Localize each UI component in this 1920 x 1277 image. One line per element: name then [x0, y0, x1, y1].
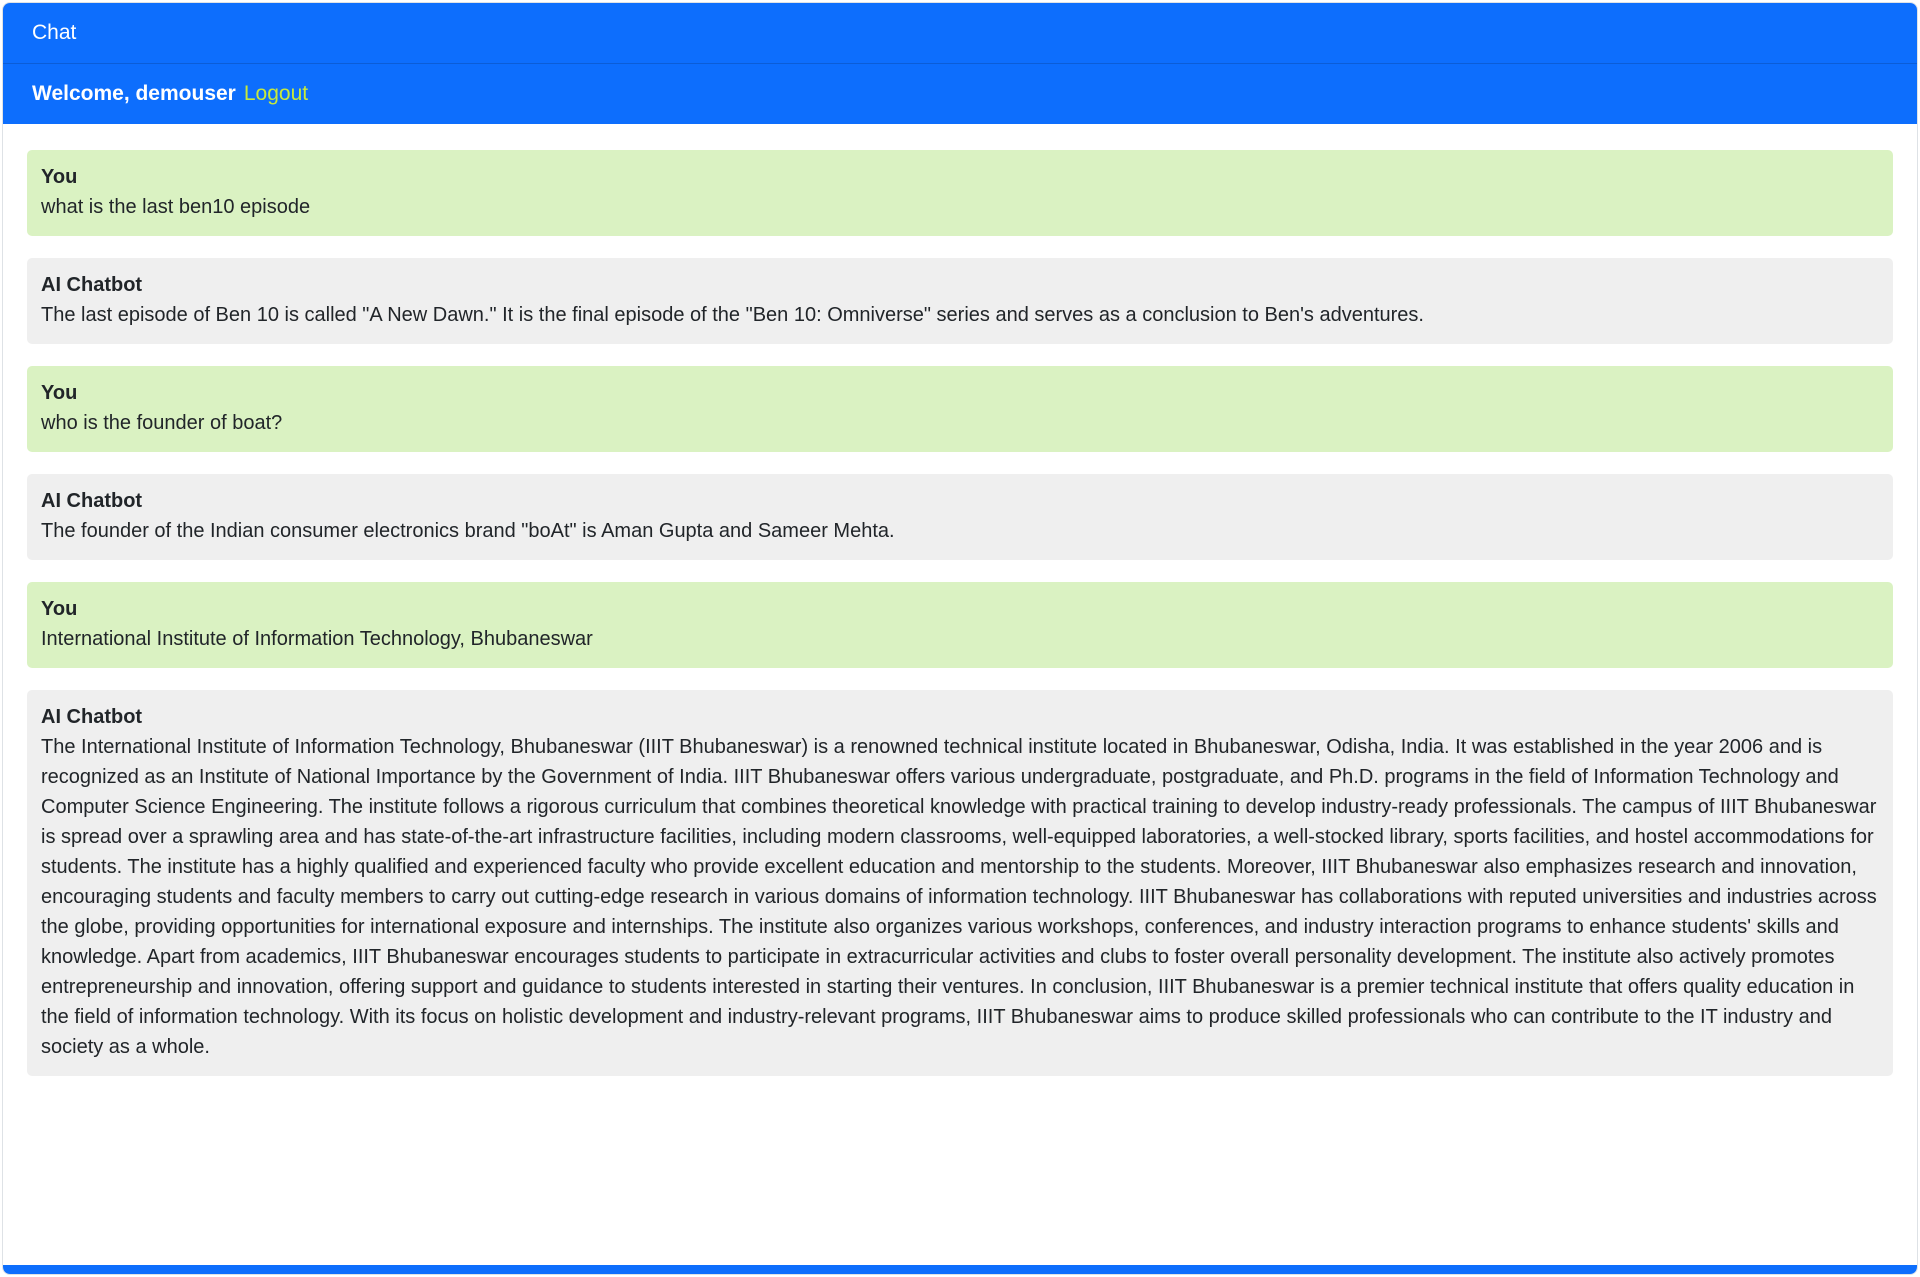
message-text: who is the founder of boat? — [41, 412, 283, 434]
message-bot — [27, 258, 1893, 344]
message-bot — [27, 474, 1893, 560]
message-list — [3, 124, 1917, 1076]
message-sender: AI Chatbot — [41, 274, 143, 296]
message-sender: You — [41, 598, 78, 620]
page-card — [2, 2, 1918, 1275]
logout-link[interactable]: Logout — [243, 82, 309, 105]
message-text: what is the last ben10 episode — [41, 196, 311, 218]
message-sender: AI Chatbot — [41, 490, 143, 512]
message-text: The founder of the Indian consumer electronics brand "boAt" is Aman Gupta and Sameer Mehta. — [41, 520, 895, 542]
message-sender: You — [41, 166, 78, 188]
message-sender: AI Chatbot — [41, 706, 143, 728]
message-text: The last episode of Ben 10 is called "A New Dawn." It is the final episode of the "Ben 10: Omniverse" series and serves as a conclusion to Ben's adventures. — [41, 304, 1424, 326]
navbar — [3, 3, 1917, 63]
welcome-text: Welcome, demouser — [32, 82, 236, 105]
message-text: International Institute of Information Technology, Bhubaneswar — [41, 628, 593, 650]
message-user — [27, 582, 1893, 668]
app-title: Chat — [32, 21, 77, 44]
message-user — [27, 366, 1893, 452]
message-sender: You — [41, 382, 78, 404]
welcome-bar — [3, 63, 1917, 124]
bottom-bar — [3, 1265, 1917, 1274]
message-user — [27, 150, 1893, 236]
message-bot — [27, 690, 1893, 1076]
message-text: The International Institute of Information Technology, Bhubaneswar (IIIT Bhubaneswar) is a renowned technical institute located in Bhubaneswar, Odisha, India. It was established in the year 2006 and is recognized as an Institute of National Importance by the Government of India. IIIT Bhubaneswar offers various undergraduate, postgraduate, and Ph.D. programs in the field of Information Technology and Computer Science Engineering. The institute follows a rigorous curriculum that combines theoretical knowledge with practical training to develop industry-ready professionals. The campus of IIIT Bhubaneswar is spread over a sprawling area and has state-of-the-art infrastructure facilities, including modern classrooms, well-equipped laboratories, a well-stocked library, sports facilities, and hostel accommodations for students. The institute has a highly qualified and experienced faculty who provide excellent education and mentorship to the students. Moreover, IIIT Bhubaneswar also emphasizes research and innovation, encouraging students and faculty members to carry out cutting-edge research in various domains of information technology. IIIT Bhubaneswar has collaborations with reputed universities and industries across the globe, providing opportunities for international exposure and internships. The institute also organizes various workshops, conferences, and industry interaction programs to enhance students' skills and knowledge. Apart from academics, IIIT Bhubaneswar encourages students to participate in extracurricular activities and clubs to foster overall personality development. The institute also actively promotes entrepreneurship and innovation, offering support and guidance to students interested in starting their ventures. In conclusion, IIIT Bhubaneswar is a premier technical institute that offers quality education in the field of information technology. With its focus on holistic development and industry-relevant programs, IIIT Bhubaneswar aims to produce skilled professionals who can contribute to the IT industry and society as a whole. — [41, 736, 1877, 1058]
